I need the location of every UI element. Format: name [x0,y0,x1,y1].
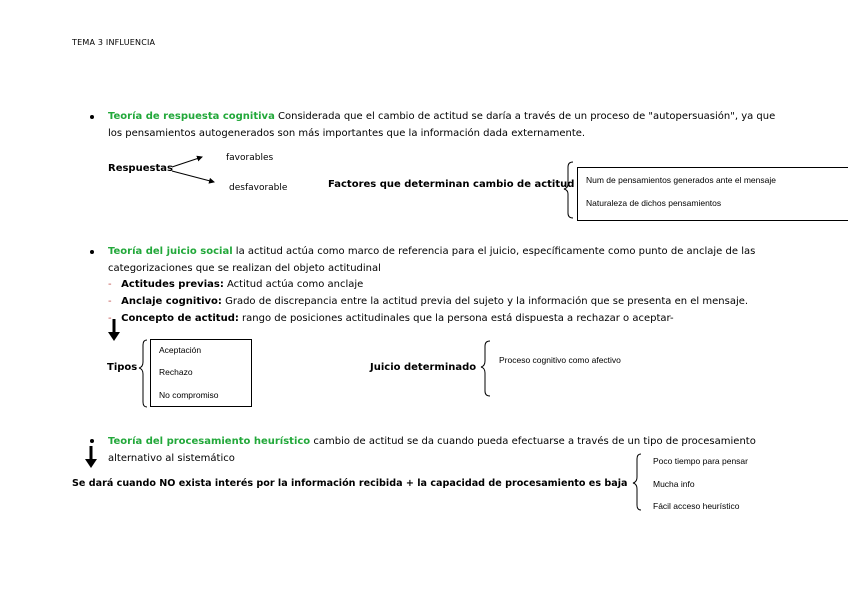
bracket-tipos [139,340,147,407]
section3-line1 [108,436,756,447]
tipo-item-2: Rechazo [159,367,193,377]
condition-item-3: Fácil acceso heurístico [653,501,740,511]
tipo-item-1: Aceptación [159,345,202,355]
factores-label: Factores que determinan cambio de actitud [328,179,575,190]
bullet-2 [90,250,94,254]
condition-item-2: Mucha info [653,479,695,489]
item-text: Actitud actúa como anclaje [223,279,364,290]
respuesta-desfavorable: desfavorable [229,183,288,193]
section2-text1: la actitud actúa como marco de referencia para el juicio, específicamente como punto de anclaje de las [232,246,756,257]
bracket-conditions [633,454,641,510]
bracket-factores [564,162,573,218]
juicio-label: Juicio determinado [370,362,477,373]
section3-heading: Teoría del procesamiento heurístico [108,436,311,447]
list-item: - Concepto de actitud: rango de posiciones actitudinales que la persona está dispuesta a rechazar o aceptar- [108,313,674,324]
juicio-text: Proceso cognitivo como afectivo [499,355,621,365]
tipos-box [150,339,252,407]
item-text: rango de posiciones actitudinales que la persona está dispuesta a rechazar o aceptar- [238,313,674,324]
section1-heading: Teoría de respuesta cognitiva [108,111,275,122]
arrow-desfavorable [172,171,214,182]
respuesta-favorable: favorables [226,153,274,163]
factor-item-2: Naturaleza de dichos pensamientos [586,198,722,208]
factores-box [577,167,848,221]
section3-text2: alternativo al sistemático [108,453,235,464]
section2-heading: Teoría del juicio social [108,246,233,257]
condition-item-1: Poco tiempo para pensar [653,456,748,466]
arrow-favorable [172,157,202,167]
tipos-label: Tipos [107,362,138,373]
item-label: Anclaje cognitivo: [121,296,222,307]
item-text: Grado de discrepancia entre la actitud previa del sujeto y la información que se presenta en el mensaje. [221,296,749,307]
section1-text1: Considerada que el cambio de actitud se daría a través de un proceso de "autopersuasión", ya que [274,111,776,122]
bullet-1 [90,115,94,119]
section3-text1: cambio de actitud se da cuando pueda efectuarse a través de un tipo de procesamiento [310,436,756,447]
respuestas-label: Respuestas [108,163,173,174]
factor-item-1: Num de pensamientos generados ante el mensaje [586,175,776,185]
list-item: - Actitudes previas: Actitud actúa como anclaje [108,279,364,290]
list-item: - Anclaje cognitivo: Grado de discrepancia entre la actitud previa del sujeto y la información que se presenta en el mensaje. [108,296,749,307]
tipo-item-3: No compromiso [159,390,219,400]
section1-line1 [108,111,775,122]
section2-text2: categorizaciones que se realizan del objeto actitudinal [108,263,381,274]
section1-text2: los pensamientos autogenerados son más importantes que la información dada externamente. [108,128,586,139]
condition-text: Se dará cuando NO exista interés por la información recibida + la capacidad de procesamiento es baja [72,478,628,489]
bracket-juicio [481,341,490,396]
bullet-3 [90,439,94,443]
item-label: Actitudes previas: [121,279,224,290]
section2-line1 [108,246,755,257]
page-header: TEMA 3 INFLUENCIA [72,38,156,47]
item-label: Concepto de actitud: [121,313,239,324]
